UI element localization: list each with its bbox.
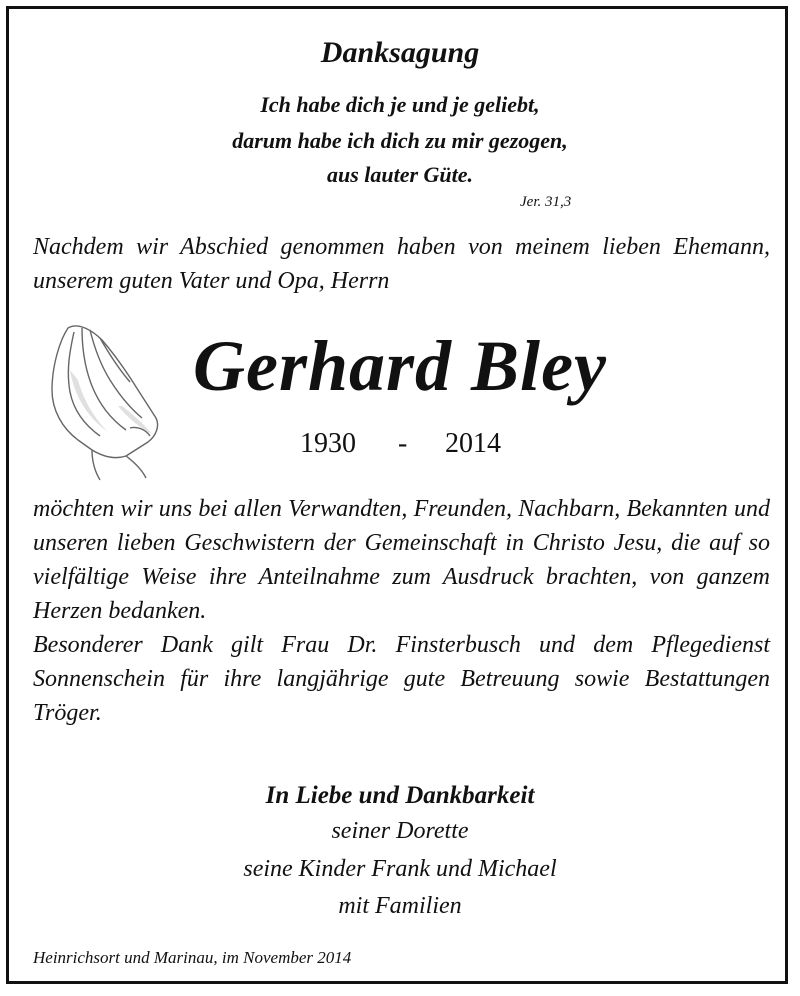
body-paragraph-1: möchten wir uns bei allen Verwandten, Freunden, Nachbarn, Bekannten und unseren lieben Geschwistern der Gemeinschaft in Christo Jesu, die auf so vielfältige Weise ihre Anteilnahme zum Ausdruck brachten, von ganzem Herzen bedanken. [33, 496, 770, 624]
verse-line-3: aus lauter Güte. [326, 162, 474, 187]
notice-title: Danksagung [320, 36, 480, 69]
place-date: Heinrichsort und Marinau, im November 2014 [33, 948, 352, 967]
deceased-name: Gerhard Bley [193, 326, 607, 406]
body-paragraph-2: Besonderer Dank gilt Frau Dr. Finsterbusch und dem Pflegedienst Sonnenschein für ihre langjährige gute Betreuung sowie Bestattungen Tröger. [33, 632, 770, 726]
date-separator: - [398, 428, 408, 459]
signatory-3: mit Familien [338, 893, 462, 919]
signatory-2: seine Kinder Frank und Michael [243, 856, 557, 882]
signatory-1: seiner Dorette [331, 818, 469, 844]
intro-text: Nachdem wir Abschied genommen haben von meinem lieben Ehemann, unserem guten Vater und Opa, Herrn [33, 234, 770, 294]
verse-reference: Jer. 31,3 [520, 194, 572, 210]
death-year: 2014 [445, 428, 501, 459]
verse-line-2: darum habe ich dich zu mir gezogen, [232, 128, 568, 153]
closing-line: In Liebe und Dankbarkeit [265, 782, 535, 809]
body-text [33, 492, 770, 730]
birth-year: 1930 [300, 428, 356, 459]
verse-line-1: Ich habe dich je und je geliebt, [260, 92, 540, 117]
